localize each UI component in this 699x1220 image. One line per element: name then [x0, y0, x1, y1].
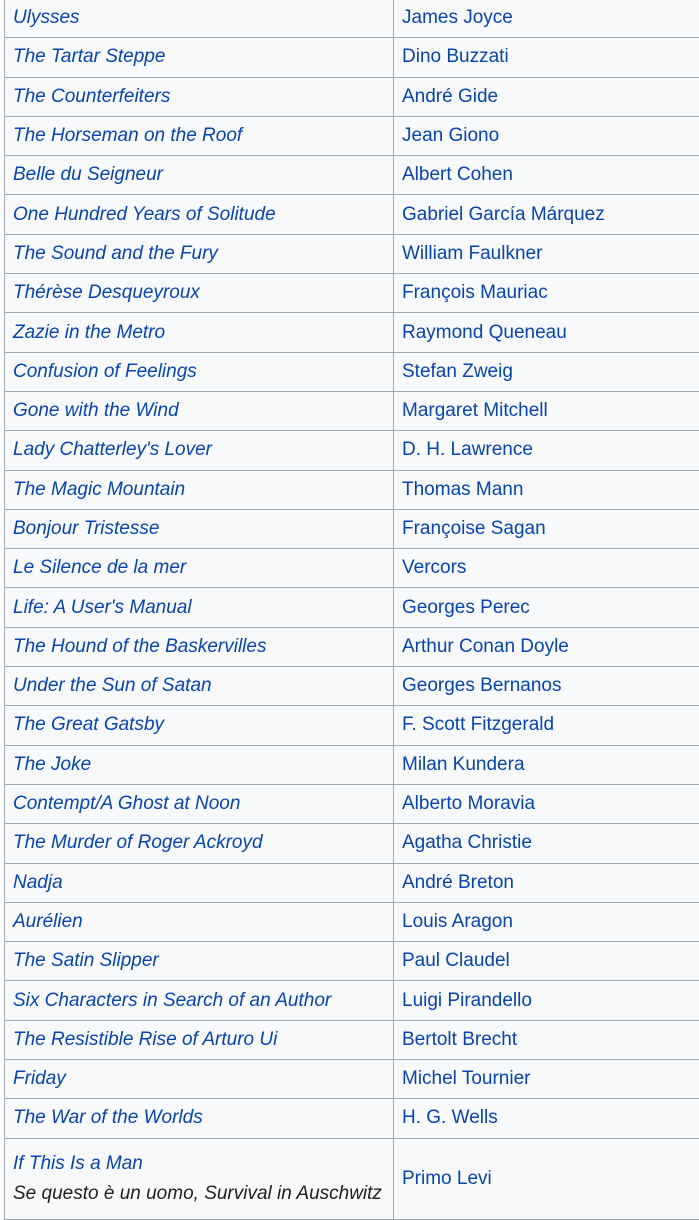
author-link[interactable]: Dino Buzzati [394, 38, 699, 77]
table-row [5, 0, 699, 38]
table-row [5, 352, 699, 391]
table-row [5, 391, 699, 430]
book-title-link[interactable]: Six Characters in Search of an Author [5, 981, 394, 1020]
table-row [5, 588, 699, 627]
author-link[interactable]: Stefan Zweig [394, 352, 699, 391]
author-link[interactable]: Albert Cohen [394, 156, 699, 195]
author-link[interactable]: Georges Bernanos [394, 667, 699, 706]
table-row [5, 824, 699, 863]
author-link[interactable]: William Faulkner [394, 234, 699, 273]
table-row [5, 745, 699, 784]
author-link[interactable]: Thomas Mann [394, 470, 699, 509]
table-row [5, 981, 699, 1020]
book-title-link[interactable]: The Sound and the Fury [5, 234, 394, 273]
book-title-link[interactable]: Gone with the Wind [5, 391, 394, 430]
table-row [5, 234, 699, 273]
author-link[interactable]: Bertolt Brecht [394, 1020, 699, 1059]
table-row [5, 627, 699, 666]
author-link[interactable]: Louis Aragon [394, 902, 699, 941]
book-title-link[interactable]: Friday [5, 1060, 394, 1099]
author-link[interactable]: Raymond Queneau [394, 313, 699, 352]
book-title-link[interactable]: The War of the Worlds [5, 1099, 394, 1138]
book-title-link[interactable]: The Resistible Rise of Arturo Ui [5, 1020, 394, 1059]
author-link[interactable]: Michel Tournier [394, 1060, 699, 1099]
table-row [5, 156, 699, 195]
table-row [5, 509, 699, 548]
table-row [5, 706, 699, 745]
table-row [5, 431, 699, 470]
table-row [5, 863, 699, 902]
book-title-link[interactable]: Under the Sun of Satan [5, 667, 394, 706]
table-row [5, 77, 699, 116]
table-row [5, 195, 699, 234]
author-link[interactable]: Françoise Sagan [394, 509, 699, 548]
book-title-link[interactable]: The Hound of the Baskervilles [5, 627, 394, 666]
book-title-link[interactable]: The Murder of Roger Ackroyd [5, 824, 394, 863]
author-link[interactable]: Margaret Mitchell [394, 391, 699, 430]
author-link[interactable]: Gabriel García Márquez [394, 195, 699, 234]
book-title-link[interactable]: The Joke [5, 745, 394, 784]
table-row [5, 1060, 699, 1099]
author-link[interactable]: D. H. Lawrence [394, 431, 699, 470]
books-table [4, 0, 699, 1220]
book-title-link[interactable]: The Satin Slipper [5, 942, 394, 981]
book-title-link[interactable]: Belle du Seigneur [5, 156, 394, 195]
book-title-link[interactable]: Confusion of Feelings [5, 352, 394, 391]
table-row [5, 1020, 699, 1059]
author-link[interactable]: Primo Levi [394, 1138, 699, 1219]
book-title-link[interactable]: Thérèse Desqueyroux [5, 274, 394, 313]
table-row [5, 784, 699, 823]
table-row [5, 667, 699, 706]
author-link[interactable]: Jean Giono [394, 116, 699, 155]
book-title-link[interactable]: Aurélien [5, 902, 394, 941]
book-title-link[interactable]: The Horseman on the Roof [5, 116, 394, 155]
author-link[interactable]: F. Scott Fitzgerald [394, 706, 699, 745]
book-title-link[interactable]: One Hundred Years of Solitude [5, 195, 394, 234]
table-row [5, 470, 699, 509]
table-row [5, 274, 699, 313]
table-row [5, 1138, 699, 1219]
author-link[interactable]: Luigi Pirandello [394, 981, 699, 1020]
table-row [5, 116, 699, 155]
table-row [5, 942, 699, 981]
table-row [5, 1099, 699, 1138]
book-title-link[interactable]: Nadja [5, 863, 394, 902]
book-title-link[interactable]: Ulysses [5, 0, 394, 38]
table-row [5, 549, 699, 588]
book-title-link[interactable]: Contempt/A Ghost at Noon [5, 784, 394, 823]
alternate-title-link[interactable]: Se questo è un uomo, Survival in Auschwitz [13, 1179, 385, 1209]
book-title-link[interactable]: Life: A User's Manual [5, 588, 394, 627]
author-link[interactable]: Paul Claudel [394, 942, 699, 981]
author-link[interactable]: André Breton [394, 863, 699, 902]
book-title-link[interactable]: Zazie in the Metro [5, 313, 394, 352]
table-row [5, 38, 699, 77]
book-title-link[interactable]: Le Silence de la mer [5, 549, 394, 588]
book-title-link[interactable]: Lady Chatterley's Lover [5, 431, 394, 470]
author-link[interactable]: Agatha Christie [394, 824, 699, 863]
author-link[interactable]: André Gide [394, 77, 699, 116]
book-title-link[interactable]: The Great Gatsby [5, 706, 394, 745]
table-row [5, 902, 699, 941]
book-title-link[interactable]: If This Is a Man [13, 1149, 385, 1179]
table-row [5, 313, 699, 352]
author-link[interactable]: H. G. Wells [394, 1099, 699, 1138]
book-title-cell [5, 1138, 394, 1219]
book-title-link[interactable]: Bonjour Tristesse [5, 509, 394, 548]
author-link[interactable]: Vercors [394, 549, 699, 588]
book-title-link[interactable]: The Tartar Steppe [5, 38, 394, 77]
table-body [5, 0, 699, 1219]
author-link[interactable]: Georges Perec [394, 588, 699, 627]
author-link[interactable]: François Mauriac [394, 274, 699, 313]
author-link[interactable]: Arthur Conan Doyle [394, 627, 699, 666]
book-title-link[interactable]: The Magic Mountain [5, 470, 394, 509]
author-link[interactable]: Alberto Moravia [394, 784, 699, 823]
author-link[interactable]: Milan Kundera [394, 745, 699, 784]
book-title-link[interactable]: The Counterfeiters [5, 77, 394, 116]
author-link[interactable]: James Joyce [394, 0, 699, 38]
